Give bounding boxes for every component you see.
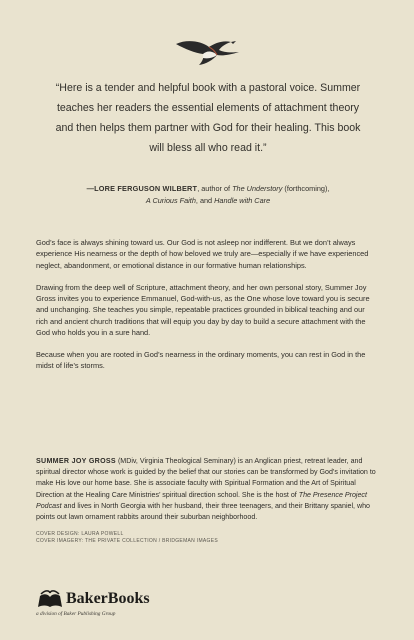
attribution-text: , and bbox=[195, 196, 215, 205]
endorsement-quote: “Here is a tender and helpful book with a pastoral voice. Summer teaches her readers the essential elements of attachment theory and then helps them partner with God for their healing. This book will bless all who read it.” bbox=[55, 82, 361, 154]
attribution-text: (forthcoming), bbox=[282, 184, 330, 193]
description-paragraph: God’s face is always shining toward us. Our God is not asleep nor indifferent. But we don’t always experience His nearness or the depth of how beloved we truly are—especially if we have experienced neglect, abandonment, or emotional distance in our formative human relationships. bbox=[36, 238, 369, 270]
bio-text: and lives in North Georgia with her husband, their three teenagers, and their Brittany spaniel, who points out lawn ornament rabbits around their suburban neighborhood. bbox=[36, 501, 371, 522]
cover-credits bbox=[36, 531, 336, 545]
book-title: Handle with Care bbox=[214, 196, 271, 205]
attribution-text: , author of bbox=[197, 184, 233, 193]
author-bio bbox=[36, 456, 378, 523]
description-paragraph: Drawing from the deep well of Scripture, attachment theory, and her own personal story, Summer Joy Gross invites you to experience Emmanuel, God-with-us, as the One whose love toward you is secure and unchanging. She teaches you simple, repeatable practices grounded in biblical teaching and our rich and ancient church traditions that will equip you day by day to build a secure attachment with the God who holds you in a sure hand. bbox=[36, 282, 370, 338]
author-name: SUMMER JOY GROSS bbox=[36, 457, 116, 465]
endorsement-attribution bbox=[52, 183, 364, 207]
swallow-bird-icon bbox=[173, 33, 243, 67]
book-description bbox=[36, 237, 378, 382]
cover-imagery-credit: COVER IMAGERY: THE PRIVATE COLLECTION / BRIDGEMAN IMAGES bbox=[36, 538, 219, 544]
book-title: A Curious Faith bbox=[145, 196, 196, 205]
publisher-subtitle: a division of Baker Publishing Group bbox=[36, 611, 116, 617]
podcast-title: The Presence Project Podcast bbox=[36, 490, 367, 510]
book-title: The Understory bbox=[232, 184, 283, 193]
open-book-icon bbox=[36, 587, 64, 609]
cover-design-credit: COVER DESIGN: LAURA POWELL bbox=[36, 531, 124, 537]
publisher-logo bbox=[36, 587, 176, 627]
publisher-name: BakerBooks bbox=[66, 590, 150, 607]
description-paragraph: Because when you are rooted in God’s nearness in the ordinary moments, you can rest in God in the midst of life’s storms. bbox=[36, 350, 366, 371]
bio-text: (MDiv, Virginia Theological Seminary) is an Anglican priest, retreat leader, and spiritual director whose work is guided by the belief that our stories can be transformed by God’s invitation to make His love our home base. She is associate faculty with Spiritual Formation and the Art of Spiritual Direction at the Healing Care Ministries’ spiritual direction school. She is the host of bbox=[36, 457, 376, 499]
endorser-name: —LORE FERGUSON WILBERT bbox=[86, 184, 198, 193]
